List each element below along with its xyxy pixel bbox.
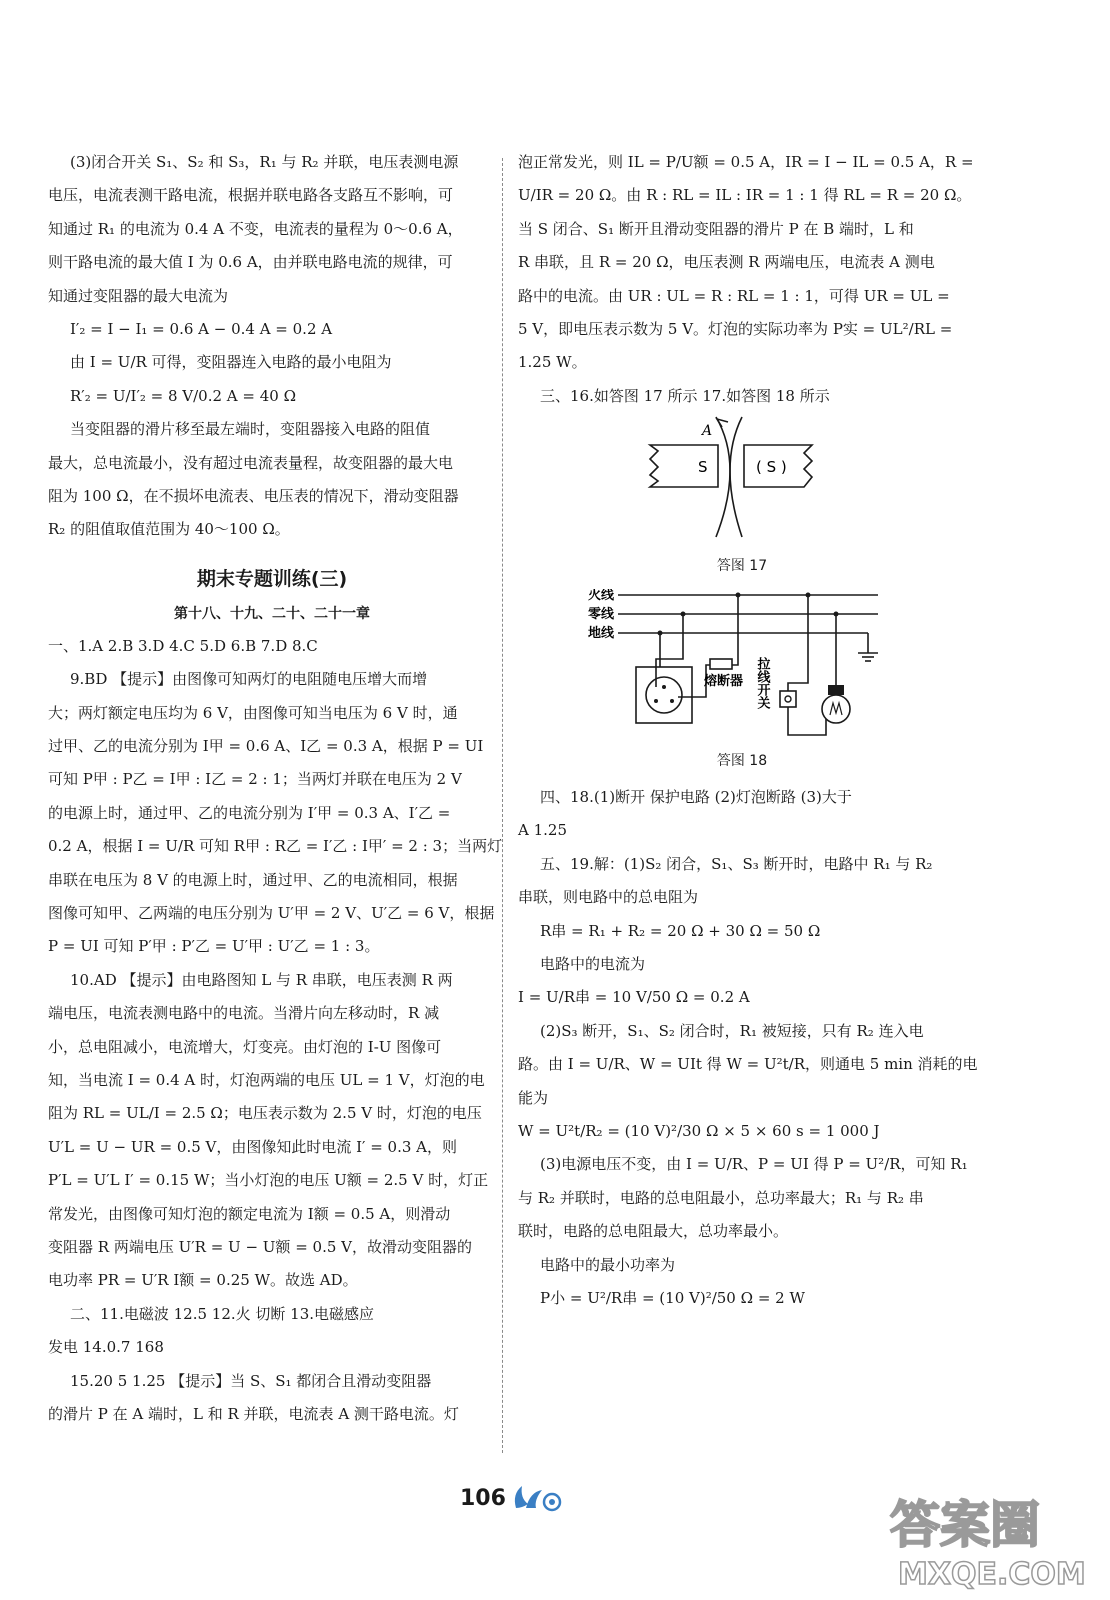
text-line: 可知 P甲 : P乙 = I甲 : I乙 = 2 : 1；当两灯并联在电压为 2 V <box>48 770 462 789</box>
text-line: 路。由 I = U/R、W = UIt 得 W = U²t/R，则通电 5 min 消耗的电 <box>518 1055 978 1074</box>
text-line: 阻为 100 Ω，在不损坏电流表、电压表的情况下，滑动变阻器 <box>48 487 459 506</box>
ornament-leaf <box>526 1490 542 1508</box>
switch-label: 拉线开关 <box>754 657 770 710</box>
text-line: 串联，则电路中的总电阻为 <box>518 888 699 907</box>
light-bulb-icon <box>822 695 850 723</box>
fuse-icon <box>710 659 732 669</box>
text-line: 的滑片 P 在 A 端时，L 和 R 并联，电流表 A 测干路电流。灯 <box>48 1405 459 1424</box>
text-line: 联时，电路的总电阻最大，总功率最小。 <box>518 1222 789 1241</box>
answer-line: 一、1.A 2.B 3.D 4.C 5.D 6.B 7.D 8.C <box>48 636 318 655</box>
right-magnet-pole: ( S ) <box>756 458 787 477</box>
watermark-bottom-text: MXQE.COM <box>898 1557 1086 1592</box>
text-line: 端电压，电流表测电路中的电流。当滑片向左移动时，R 减 <box>48 1004 440 1023</box>
text-line: (3)闭合开关 S₁、S₂ 和 S₃，R₁ 与 R₂ 并联，电压表测电源 <box>70 153 459 171</box>
watermark-top-text: 答案圈 <box>890 1496 1040 1554</box>
text-line: 电功率 PR = U′R I额 = 0.25 W。故选 AD。 <box>48 1271 358 1290</box>
text-line: 常发光，由图像可知灯泡的额定电流为 I额 = 0.5 A，则滑动 <box>48 1204 451 1223</box>
magnet-field-diagram <box>518 415 966 543</box>
live-wire-label: 火线 <box>588 589 615 604</box>
text-line: 大；两灯额定电压均为 6 V，由图像可知当电压为 6 V 时，通 <box>48 703 458 722</box>
text-line: U/IR = 20 Ω。由 R : RL = IL : IR = 1 : 1 得 RL = R = 20 Ω。 <box>518 186 972 205</box>
column-divider <box>502 158 503 1453</box>
formula-line: R′₂ = U/I′₂ = 8 V/0.2 A = 40 Ω <box>70 386 297 405</box>
neutral-wire-label: 零线 <box>588 607 615 623</box>
field-line-right <box>730 417 742 537</box>
figure-17 <box>518 415 966 579</box>
socket <box>636 667 692 723</box>
text-line: U′L = U − UR = 0.5 V，由图像知此时电流 I′ = 0.3 A，则 <box>48 1137 458 1156</box>
text-line: 则干路电流的最大值 I 为 0.6 A，由并联电路电流的规律，可 <box>48 253 453 272</box>
fuse-label: 熔断器 <box>704 674 744 690</box>
socket-icon <box>646 677 682 713</box>
text-line: 5 V，即电压表示数为 5 V。灯泡的实际功率为 P实 = UL²/RL = <box>518 320 953 339</box>
text-line: 知，当电流 I = 0.4 A 时，灯泡两端的电压 UL = 1 V，灯泡的电 <box>48 1070 485 1089</box>
ground-wire-label: 地线 <box>588 626 615 642</box>
left-magnet-pole: S <box>698 458 708 477</box>
text-line: 的电源上时，通过甲、乙的电流分别为 I′甲 = 0.3 A、I′乙 = <box>48 803 451 822</box>
text-line: 过甲、乙的电流分别为 I甲 = 0.6 A、I乙 = 0.3 A，根据 P = UI <box>48 736 484 755</box>
household-wiring-diagram <box>518 589 966 739</box>
formula-line: I = U/R串 = 10 V/50 Ω = 0.2 A <box>518 988 750 1007</box>
answer-line: 10.AD 【提示】由电路图知 L 与 R 串联，电压表测 R 两 <box>70 970 453 989</box>
text-line: 小，总电阻减小，电流增大，灯变亮。由灯泡的 I-U 图像可 <box>48 1037 442 1056</box>
text-line: 与 R₂ 并联时，电路的总电阻最小，总功率最大；R₁ 与 R₂ 串 <box>518 1188 924 1207</box>
left-magnet <box>650 445 718 487</box>
text-line: 当变阻器的滑片移至最左端时，变阻器接入电路的阻值 <box>70 420 431 439</box>
formula-line: R串 = R₁ + R₂ = 20 Ω + 30 Ω = 50 Ω <box>540 921 821 940</box>
answer-line: 二、11.电磁波 12.5 12.火 切断 13.电磁感应 <box>70 1304 375 1323</box>
socket-hole <box>670 699 674 703</box>
flower-ornament-icon <box>508 1480 568 1514</box>
lamp-base <box>828 685 844 695</box>
text-line: 最大，总电流最小，没有超过电流表量程，故变阻器的最大电 <box>48 453 454 472</box>
right-column <box>518 150 978 1311</box>
site-watermark-logo <box>880 1484 1090 1592</box>
answer-line: 15.20 5 1.25 【提示】当 S、S₁ 都闭合且滑动变阻器 <box>70 1371 432 1390</box>
answer-line: 五、19.解：(1)S₂ 闭合，S₁、S₃ 断开时，电路中 R₁ 与 R₂ <box>540 854 933 873</box>
text-line: 知通过变阻器的最大电流为 <box>48 286 229 305</box>
text-line: 电路中的电流为 <box>540 954 646 973</box>
text-line: 图像可知甲、乙两端的电压分别为 U′甲 = 2 V、U′乙 = 6 V，根据 <box>48 903 495 922</box>
text-line: 阻为 RL = UL/I = 2.5 Ω；电压表示数为 2.5 V 时，灯泡的电压 <box>48 1104 482 1123</box>
text-line: 由 I = U/R 可得，变阻器连入电路的最小电阻为 <box>70 353 392 372</box>
answer-line: 9.BD 【提示】由图像可知两灯的电阻随电压增大而增 <box>70 670 428 689</box>
figure-18-caption: 答图 18 <box>716 753 768 770</box>
text-line: 路中的电流。由 UR : UL = R : RL = 1 : 1，可得 UR = UL = <box>518 286 950 305</box>
text-line: 发电 14.0.7 168 <box>48 1338 164 1357</box>
formula-line: I′₂ = I − I₁ = 0.6 A − 0.4 A = 0.2 A <box>70 320 333 339</box>
answer-line: 四、18.(1)断开 保护电路 (2)灯泡断路 (3)大于 <box>540 787 852 806</box>
text-line: 知通过 R₁ 的电流为 0.4 A 不变，电流表的量程为 0～0.6 A， <box>48 219 463 238</box>
text-line: 变阻器 R 两端电压 U′R = U − U额 = 0.5 V，故滑动变阻器的 <box>48 1238 472 1256</box>
socket-hole <box>654 699 658 703</box>
arrow-icon <box>717 419 728 427</box>
text-line: 电路中的最小功率为 <box>540 1255 676 1274</box>
text-line: P = UI 可知 P′甲 : P′乙 = U′甲 : U′乙 = 1 : 3。 <box>48 937 380 956</box>
text-line: 当 S 闭合、S₁ 断开且滑动变阻器的滑片 P 在 B 端时，L 和 <box>518 219 914 238</box>
text-line: (3)电源电压不变，由 I = U/R、P = UI 得 P = U²/R，可知 R₁ <box>540 1155 968 1174</box>
filament <box>830 703 842 715</box>
text-line: 串联在电压为 8 V 的电源上时，通过甲、乙的电流相同，根据 <box>48 870 458 889</box>
text-line: R 串联，且 R = 20 Ω，电压表测 R 两端电压，电流表 A 测电 <box>518 253 935 272</box>
figure-18 <box>518 589 966 775</box>
pull-switch-knob <box>785 696 791 702</box>
text-line: 1.25 W。 <box>518 353 587 372</box>
text-line: P′L = U′L I′ = 0.15 W；当小灯泡的电压 U额 = 2.5 V 时，灯正 <box>48 1171 489 1190</box>
left-column <box>48 150 503 1427</box>
text-line: 能为 <box>518 1088 549 1107</box>
ornament-leaf <box>515 1486 528 1508</box>
formula-line: W = U²t/R₂ = (10 V)²/30 Ω × 5 × 60 s = 1 000 J <box>518 1121 880 1140</box>
section-title: 期末专题训练(三) <box>196 567 348 590</box>
switch-lamp-lead <box>788 707 826 735</box>
pull-switch-icon <box>780 691 796 707</box>
text-line: 电压，电流表测干路电流，根据并联电路各支路互不影响，可 <box>48 186 454 205</box>
formula-line: P小 = U²/R串 = (10 V)²/50 Ω = 2 W <box>540 1288 805 1307</box>
text-line: 0.2 A，根据 I = U/R 可知 R甲 : R乙 = I′乙 : I甲′ = 2 : 3；当两灯 <box>48 837 503 856</box>
section-subtitle: 第十八、十九、二十、二十一章 <box>174 606 370 623</box>
text-line: 泡正常发光，则 IL = P/U额 = 0.5 A，IR = I − IL = 0.5 A，R = <box>518 153 974 171</box>
figure-17-caption: 答图 17 <box>716 557 768 574</box>
switch-live-lead <box>788 595 808 691</box>
ornament-swirl-core <box>549 1499 555 1505</box>
text-line: R₂ 的阻值取值范围为 40～100 Ω。 <box>48 520 290 539</box>
answer-line: 三、16.如答图 17 所示 17.如答图 18 所示 <box>540 386 830 405</box>
page-number: 106 <box>460 1486 506 1511</box>
arrow-label: A <box>702 423 713 440</box>
socket-hole <box>662 685 666 689</box>
text-line: (2)S₃ 断开，S₁、S₂ 闭合时，R₁ 被短接，只有 R₂ 连入电 <box>540 1021 924 1040</box>
text-line: A 1.25 <box>518 821 567 840</box>
